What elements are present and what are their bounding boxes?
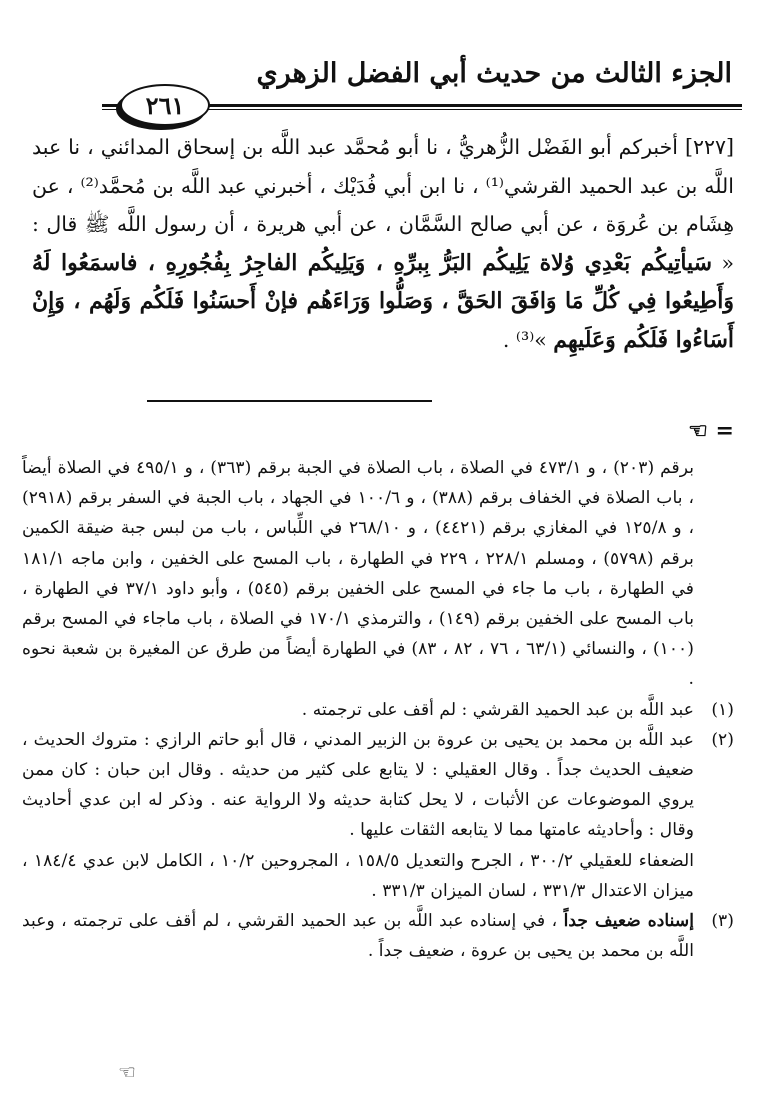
footnote-3-number: (٣) xyxy=(711,911,734,932)
hadith-paragraph xyxy=(32,128,734,359)
footnote-3-text: ، في إسناده عبد اللَّه بن عبد الحميد القرشي ، لم أقف على ترجمته ، وعبد اللَّه بن محمد بن يحيى بن عروة ، ضعيف جداً . xyxy=(22,911,694,962)
footnote-2 xyxy=(22,725,734,846)
footnote-1-number: (١) xyxy=(711,699,734,720)
footnote-3 xyxy=(22,906,734,966)
footnote-3-body xyxy=(22,906,694,966)
hadith-closing: »⁽³⁾ . xyxy=(502,327,547,352)
running-title: الجزء الثالث من حديث أبي الفضل الزهري xyxy=(256,58,732,89)
hadith-matn: سَيأتِيكُم بَعْدِي وُلاة يَلِيكُم البَرُّ بِبرِّهِ ، وَيَلِيكُم الفاجِرُ بِفُجُورِهِ ، فاسمَعُوا لَهُ وَأَطِيعُوا فِي كُلِّ مَا وَافَقَ الحَقَّ ، وَصَلُّوا وَرَاءَهُم فإنْ أَحسَنُوا فَلَكُم وَلَهُم ، وَإِنْ أَسَاءُوا فَلَكُم وَعَلَيهِم xyxy=(32,249,734,353)
footnote-2-number: (٢) xyxy=(711,729,734,750)
footnote-2-text: عبد اللَّه بن محمد بن يحيى بن عروة بن الزبير المدني ، قال أبو حاتم الرازي : متروك الحديث ، ضعيف الحديث جداً . وقال العقيلي : لا يتابع على كثير من حديثه . وقال ابن حبان : كان ممن يروي الموضوعات عن الأثبات ، لا يحل كتابة حديثه ولا الرواية عنه . وذكر له ابن عدي أحاديث وقال : وأحاديثه عامتها مما لا يتابعه الثقات عليها . xyxy=(22,729,694,841)
footnotes xyxy=(22,453,734,966)
footnote-1 xyxy=(22,695,734,725)
footnote-continued: برقم (٢٠٣) ، و ٤٧٣/١ في الصلاة ، باب الصلاة في الجبة برقم (٣٦٣) ، و ٤٩٥/١ في الصلاة أيضاً ، باب الصلاة في الخفاف برقم (٣٨٨) ، و ١٠٠/٦ في الجهاد ، باب الجبة في السفر برقم (٢٩١٨) ، و ١٢٥/٨ في المغازي برقم (٤٤٢١) ، و ٢٦٨/١٠ في اللِّباس ، باب من لبس جبة ضيقة الكمين برقم (٥٧٩٨) ، ومسلم ٢٢٨/١ ، ٢٢٩ في الطهارة ، باب المسح على الخفين ، وابن ماجه ١٨١/١ في الطهارة ، باب ما جاء في المسح على الخفين برقم (٥٤٥) ، وأبو داود ٣٧/١ في الطهارة ، باب المسح على الخفين برقم (١٤٩) ، والترمذي ١٧٠/١ في الصلاة ، باب ماجاء في المسح برقم (١٠٠) ، والنسائي (٦٣/١ ، ٧٦ ، ٨٢ ، ٨٣) في الطهارة أيضاً من طرق عن المغيرة بن شعبة نحوه . xyxy=(22,458,695,690)
footnote-1-text: عبد اللَّه بن عبد الحميد القرشي : لم أقف على ترجمته . xyxy=(301,699,694,720)
footnote-separator xyxy=(147,400,432,402)
page-number: ٢٦١ xyxy=(120,84,210,126)
continuation-mark: = ☜ xyxy=(688,418,734,444)
footnote-2-references: الضعفاء للعقيلي ٣٠٠/٢ ، الجرح والتعديل ١٥٨/٥ ، المجروحين ١٠/٢ ، الكامل لابن عدي ١٨٤/٤ ، ميزان الاعتدال ٣٣١/٣ ، لسان الميزان ٣٣١/٣ . xyxy=(22,850,695,901)
footnote-3-verdict: إسناده ضعيف جداً xyxy=(563,911,695,932)
bottom-mark: ☜ xyxy=(118,1060,136,1084)
isnad-text: [٢٢٧] أخبركم أبو الفَضْل الزُّهريُّ ، نا أبو مُحمَّد عبد اللَّه بن إسحاق المدائني ، نا عبد اللَّه بن عبد الحميد القرشي⁽¹⁾ ، نا ابن أبي فُدَيْك ، أخبرني عبد اللَّه بن مُحمَّد⁽²⁾ ، عن هِشَام بن عُروَة ، عن أبي صالح السَّمَّان ، عن أبي هريرة ، أن رسول اللَّه ﷺ قال : « xyxy=(32,135,735,275)
